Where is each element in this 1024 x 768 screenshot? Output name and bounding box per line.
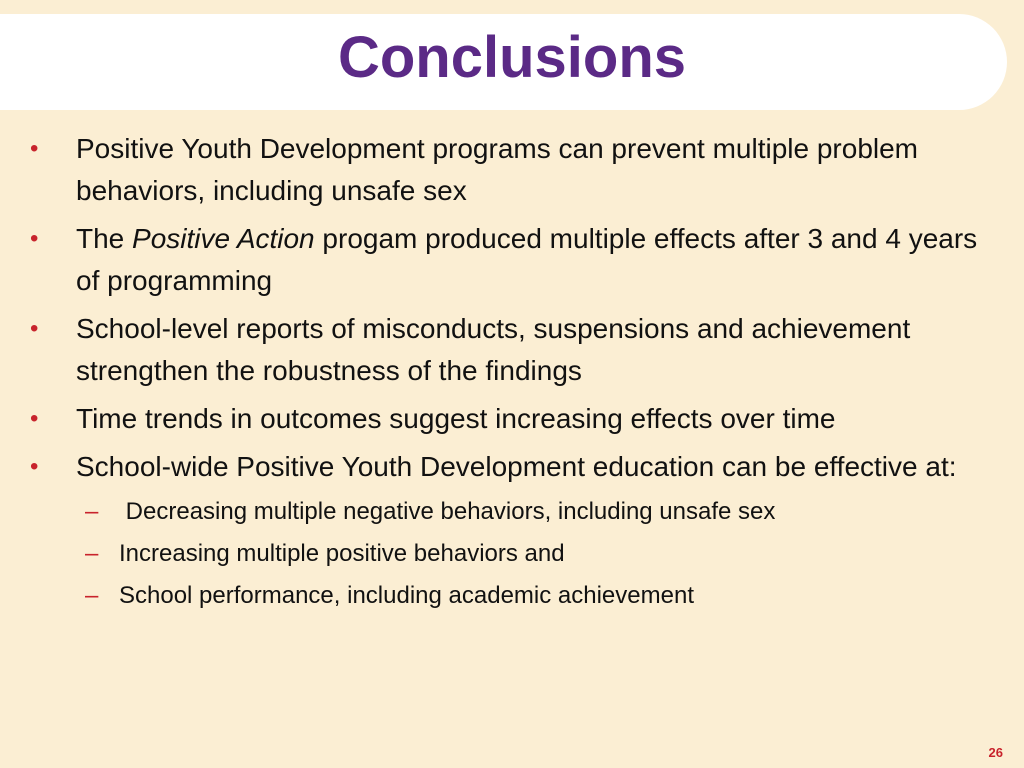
sub-bullet-item [30, 536, 1005, 572]
bullet-item [30, 398, 1005, 440]
bullet-dot-icon: • [30, 135, 39, 162]
bullet-dot-icon: • [30, 405, 39, 432]
dash-icon: – [85, 582, 99, 609]
sub-bullet-item [30, 494, 1005, 530]
sub-bullet-text: School performance, including academic achievement [119, 582, 694, 609]
bullet-text-prefix: The [76, 223, 133, 254]
sub-bullet-item [30, 578, 1005, 614]
sub-bullet-text: Increasing multiple positive behaviors and [119, 540, 565, 567]
bullet-text: Time trends in outcomes suggest increasing effects over time [76, 403, 836, 434]
slide-title: Conclusions [337, 25, 687, 90]
bullet-dot-icon: • [30, 453, 39, 480]
bullet-text-italic: Positive Action [132, 223, 315, 254]
bullet-item [30, 308, 1005, 392]
sub-bullet-text: Decreasing multiple negative behaviors, including unsafe sex [119, 498, 776, 525]
bullet-dot-icon: • [30, 225, 39, 252]
dash-icon: – [85, 498, 99, 525]
bullet-text: Positive Youth Development programs can prevent multiple problem behaviors, including unsafe sex [76, 133, 919, 206]
bullet-item [30, 128, 1005, 212]
slide-content [30, 128, 1005, 620]
bullet-text: School-wide Positive Youth Development education can be effective at: [76, 451, 957, 482]
bullet-item [30, 446, 1005, 488]
bullet-text: School-level reports of misconducts, suspensions and achievement strengthen the robustness of the findings [76, 313, 911, 386]
dash-icon: – [85, 540, 99, 567]
page-number: 26 [988, 745, 1003, 760]
bullet-text-suffix: progam produced multiple effects after 3 and 4 years of programming [76, 223, 978, 296]
bullet-item [30, 218, 1005, 302]
bullet-dot-icon: • [30, 315, 39, 342]
